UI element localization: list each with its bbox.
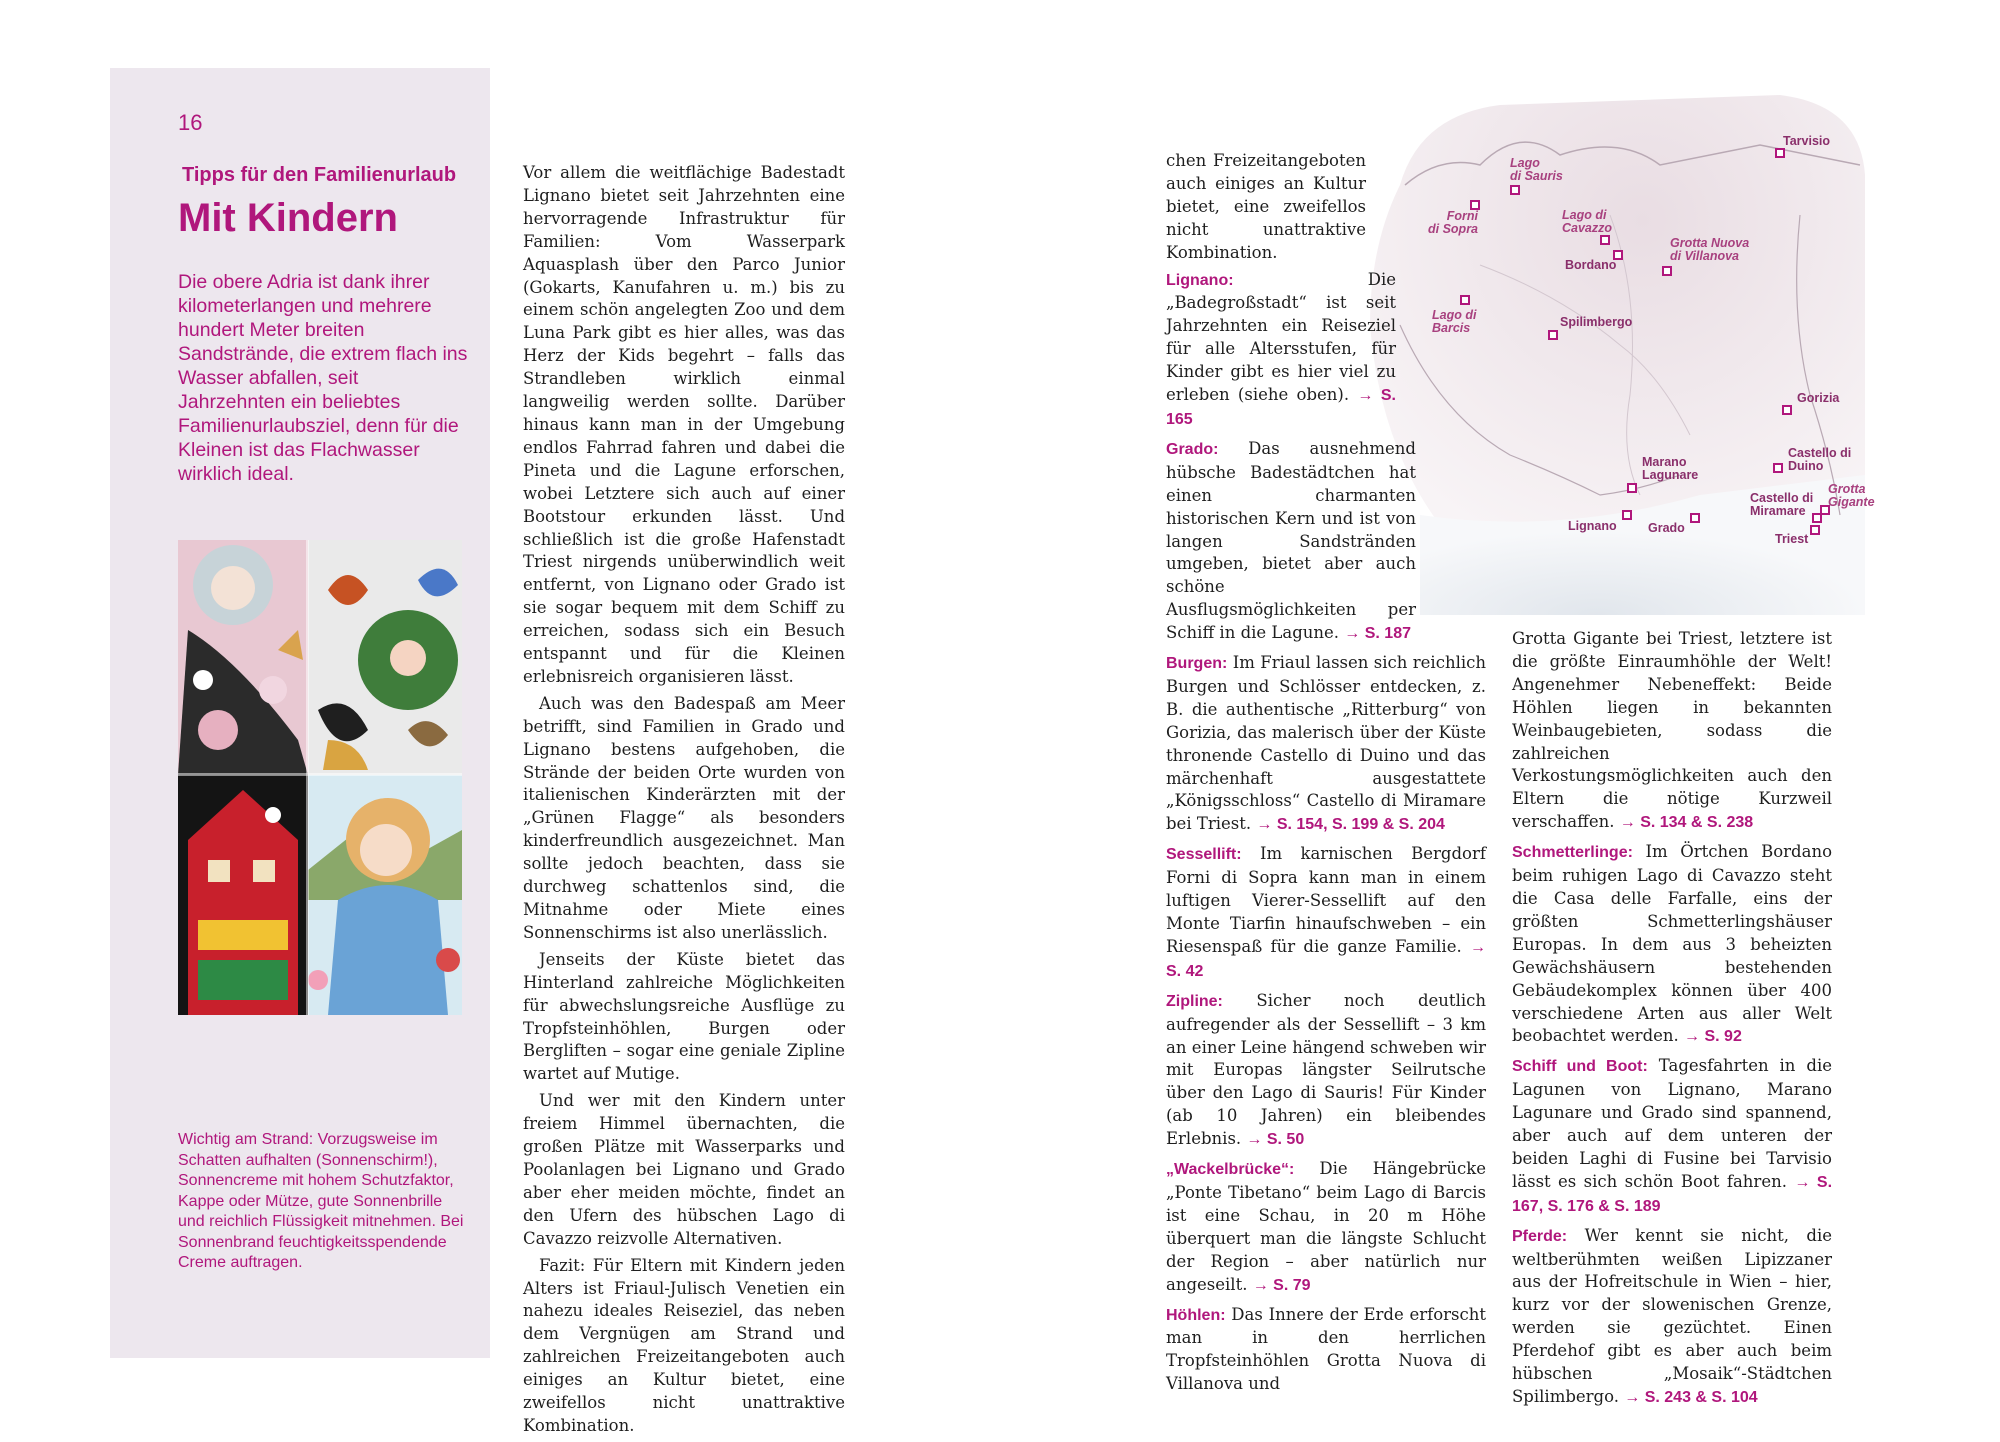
entry-burgen [1166,652,1486,837]
children-painting-image [178,540,462,1015]
page-reference: → S. 165 [1166,387,1397,428]
map-marker-marano [1627,483,1637,493]
intro-text: Die obere Adria ist dank ihrer kilometerlangen und mehrere hundert Meter breiten Sandstrände, die extrem flach ins Wasser abfallen, seit Jahrzehnten ein beliebtes Familienurlaubsziel, denn für die Kleinen ist das Flachwasser wirklich ideal. [178,271,468,485]
paragraph: Und wer mit den Kindern unter freiem Himmel übernachten, die großen Plätze mit Wasserparks und Poolanlagen bei Lignano und Grado aber eher meiden möchte, findet an den Ufern des hübschen Lago di Cavazzo reizvolle Alternativen. [523,1091,845,1248]
page-reference: → S. 42 [1166,938,1486,980]
entry-schiff-boot [1512,1055,1832,1218]
page-reference: → S. 187 [1344,625,1411,643]
entry-text: Grotta Gigante bei Triest, letztere ist die größte Einraumhöhle der Welt! Angenehmer Nebeneffekt: Beide Höhlen liegen in bekannten Weinbaugebieten, sodass die zahlreichen Verkostungsmöglichkeiten auch den Eltern die nötige Kurzweil verschaffen. [1512,629,1832,832]
map-label-forni: Forni di Sopra [1428,209,1479,236]
paragraph: Jenseits der Küste bietet das Hinterland zahlreiche Möglichkeiten für abwechslungsreiche Ausflüge zu Tropfsteinhöhlen, Burgen oder Bergliften – sogar eine geniale Zipline wartet auf Mutige. [523,949,845,1084]
map-marker-castello-duino [1773,463,1783,473]
entry-lignano [1166,269,1396,432]
map-marker-lago-cavazzo [1600,235,1610,245]
map-label-grado: Grado [1648,521,1685,535]
entry-term: Lignano: [1166,271,1234,289]
paragraph: Fazit: Für Eltern mit Kindern jeden Alters ist Friaul-Julisch Venetien ein nahezu ideales Reiseziel, das neben dem Vergnügen am Strand und zahlreichen Freizeitangeboten auch einiges an Kultur bietet, eine zweifellos nicht unattraktive Kombination. [523,1255,845,1435]
entry-term: Burgen: [1166,655,1228,673]
entry-wackelbruecke [1166,1158,1486,1297]
map-marker-lignano [1622,510,1632,520]
map-label-bordano: Bordano [1565,258,1617,272]
entry-term: Sessellift: [1166,846,1242,864]
entry-pferde [1512,1225,1832,1410]
map-label-grotta-nuova: Grotta Nuova di Villanova [1670,236,1750,263]
page-reference: → S. 154, S. 199 & S. 204 [1256,816,1445,834]
entry-hoehlen [1166,1304,1486,1397]
page-reference: → S. 50 [1246,1131,1305,1149]
entry-term: Grado: [1166,440,1219,458]
entry-text: Die „Badegroßstadt“ ist seit Jahrzehnten ein Reiseziel für alle Altersstufen, für Kinder gibt es hier viel zu erleben (siehe oben). [1166,269,1396,405]
body-column-3 [1512,628,1832,1416]
map-marker-grotta-nuova [1662,266,1672,276]
page-reference: → S. 134 & S. 238 [1619,814,1754,832]
entry-text: Wer kennt sie nicht, die weltberühmten weißen Lipizzaner aus der Hofreitschule in Wien – hier, kurz vor der slowenischen Grenze, werden sie gezüchtet. Einen Pferdehof gibt es aber auch beim hübschen „Mosaik“-Städtchen Spilimbergo. [1512,1225,1832,1406]
entry-sessellift [1166,843,1486,983]
page-reference: → S. 79 [1252,1276,1311,1294]
entry-text: Das ausnehmend hübsche Badestädtchen hat einen charmanten historischen Kern und ist von langen Sandstränden umgeben, bietet aber auch schöne Ausflugsmöglichkeiten per Schiff in die Lagune. [1166,438,1416,643]
paragraph-continued: chen Freizeitangeboten auch einiges an Kultur bietet, eine zweifellos nicht unattraktive Kombination. [1166,151,1366,262]
entry-grado [1166,438,1416,646]
map-label-gorizia: Gorizia [1797,391,1840,405]
entry-term: „Wackelbrücke“: [1166,1161,1295,1179]
map-marker-triest [1810,525,1820,535]
section-kicker: Tipps für den Familienurlaub [182,164,457,186]
map-label-lignano: Lignano [1568,519,1617,533]
entry-hoehlen-continued [1512,628,1832,835]
entry-text: Im Örtchen Bordano beim ruhigen Lago di Cavazzo steht die Casa delle Farfalle, eins der größten Schmetterlingshäuser Europas. In dem aus 3 beheizten Gewächshäusern bestehenden Gebäudekomplex können über 400 verschiedene Arten aus aller Welt beobachtet werden. [1512,842,1832,1046]
map-marker-lago-sauris [1510,185,1520,195]
map-marker-grado [1690,513,1700,523]
entry-text: Im Friaul lassen sich reichlich Burgen und Schlösser entdecken, z. B. die authentische „Ritterburg“ von Gorizia, das malerisch über der Küste thronende Castello di Duino und das märchenhaft ausgestattete „Königsschloss“ Castello di Miramare bei Triest. [1166,653,1486,834]
entry-term: Pferde: [1512,1227,1568,1245]
entry-term: Höhlen: [1166,1306,1226,1324]
entry-zipline [1166,990,1486,1152]
map-marker-gorizia [1782,405,1792,415]
page-reference: → S. 167, S. 176 & S. 189 [1512,1173,1833,1215]
entry-term: Schmetterlinge: [1512,844,1633,862]
entry-schmetterlinge [1512,841,1832,1049]
map-label-tarvisio: Tarvisio [1783,134,1831,148]
entry-text: Die Hängebrücke „Ponte Tibetano“ beim Lago di Barcis ist eine Schau, in 20 m Höhe überquert man die längste Schlucht der Region – aber natürlich nur angeseilt. [1166,1159,1486,1294]
map-label-castello-duino: Castello di Duino [1788,446,1852,473]
map-label-castello-miramare: Castello di Miramare [1750,491,1814,518]
body-column-2 [1166,150,1486,1402]
body-column-1 [523,162,845,1442]
page-reference: → S. 92 [1684,1028,1742,1046]
entry-text: Im karnischen Bergdorf Forni di Sopra kann man in einem luftigen Vierer-Sessellift auf den Monte Tiarfin hinaufschweben – ein Riesenspaß für die ganze Familie. [1166,844,1486,956]
entry-term: Zipline: [1166,992,1223,1010]
entry-term: Schiff und Boot: [1512,1058,1648,1076]
map-label-triest: Triest [1775,532,1809,546]
entry-text: Tagesfahrten in die Lagunen von Lignano, Marano Lagunare und Grado sind spannend, aber auch auf dem unteren der beiden Laghi di Fusine bei Tarvisio lässt es sich schön Boot fahren. [1512,1056,1832,1191]
entry-text: Sicher noch deutlich aufregender als der Sessellift – 3 km an einer Leine hängend schweben wir mit Europas längster Seilrutsche über den Lago di Sauris! Für Kinder (ab 10 Jahren) ein bleibendes Erlebnis. [1166,990,1486,1149]
map-label-spilimbergo: Spilimbergo [1560,315,1633,329]
map-label-lago-sauris: Lago di Sauris [1510,156,1563,183]
paragraph: Auch was den Badespaß am Meer betrifft, sind Familien in Grado und Lignano bestens aufgehoben, die Strände der beiden Orte wurden von italienischen Kinderärzten mit der „Grünen Flagge“ als besonders kinderfreundlich ausgezeichnet. Man sollte jedoch beachten, dass sie durchweg schattenlos sind, die Mitnahme oder Miete eines Sonnenschirms ist also unerlässlich. [523,693,845,942]
map-label-marano: Marano Lagunare [1642,455,1699,482]
page-number: 16 [178,110,203,135]
page-title: Mit Kindern [178,196,398,240]
map-label-grotta-gigante: Grotta Gigante [1828,482,1875,509]
map-label-lago-cavazzo: Lago di Cavazzo [1562,208,1613,235]
map-marker-tarvisio [1775,148,1785,158]
entry-text: Das Innere der Erde erforscht man in den herrlichen Tropfsteinhöhlen Grotta Nuova di Villanova und [1166,1304,1486,1394]
sidebar [110,68,490,1358]
map-label-lago-barcis: Lago di Barcis [1432,308,1477,335]
beach-tip: Wichtig am Strand: Vorzugsweise im Schatten aufhalten (Sonnenschirm!), Sonnencreme mit hohem Schutzfaktor, Kappe oder Mütze, gute Sonnenbrille und reichlich Flüssigkeit mitnehmen. Bei Sonnenbrand feuchtigkeitsspendende Creme auftragen. [178,1131,464,1271]
page-reference: → S. 243 & S. 104 [1624,1389,1758,1406]
paragraph: Vor allem die weitflächige Badestadt Lignano bietet seit Jahrzehnten eine hervorragende Infrastruktur für Familien: Vom Wasserpark Aquasplash über den Parco Junior (Gokarts, Kanufahren u. m.) bis zu einem schön angelegten Zoo und dem Luna Park gibt es hier alles, was das Herz der Kids begehrt – falls das Strandleben wirklich einmal langweilig werden sollte. Darüber hinaus kann man in der Umgebung endlos Fahrrad fahren und dabei die Pineta und die Lagune erforschen, wobei Letztere sich auch auf einer Bootstour erkunden lässt. Und schließlich ist die große Hafenstadt Triest nirgends unüberwindlich weit entfernt, von Lignano oder Grado ist sie sogar bequem mit dem Schiff zu erreichen, sodass sich ein Besuch entspannt und für die Kleinen erlebnisreich organisieren lässt. [523,163,845,686]
map-marker-spilimbergo [1548,330,1558,340]
